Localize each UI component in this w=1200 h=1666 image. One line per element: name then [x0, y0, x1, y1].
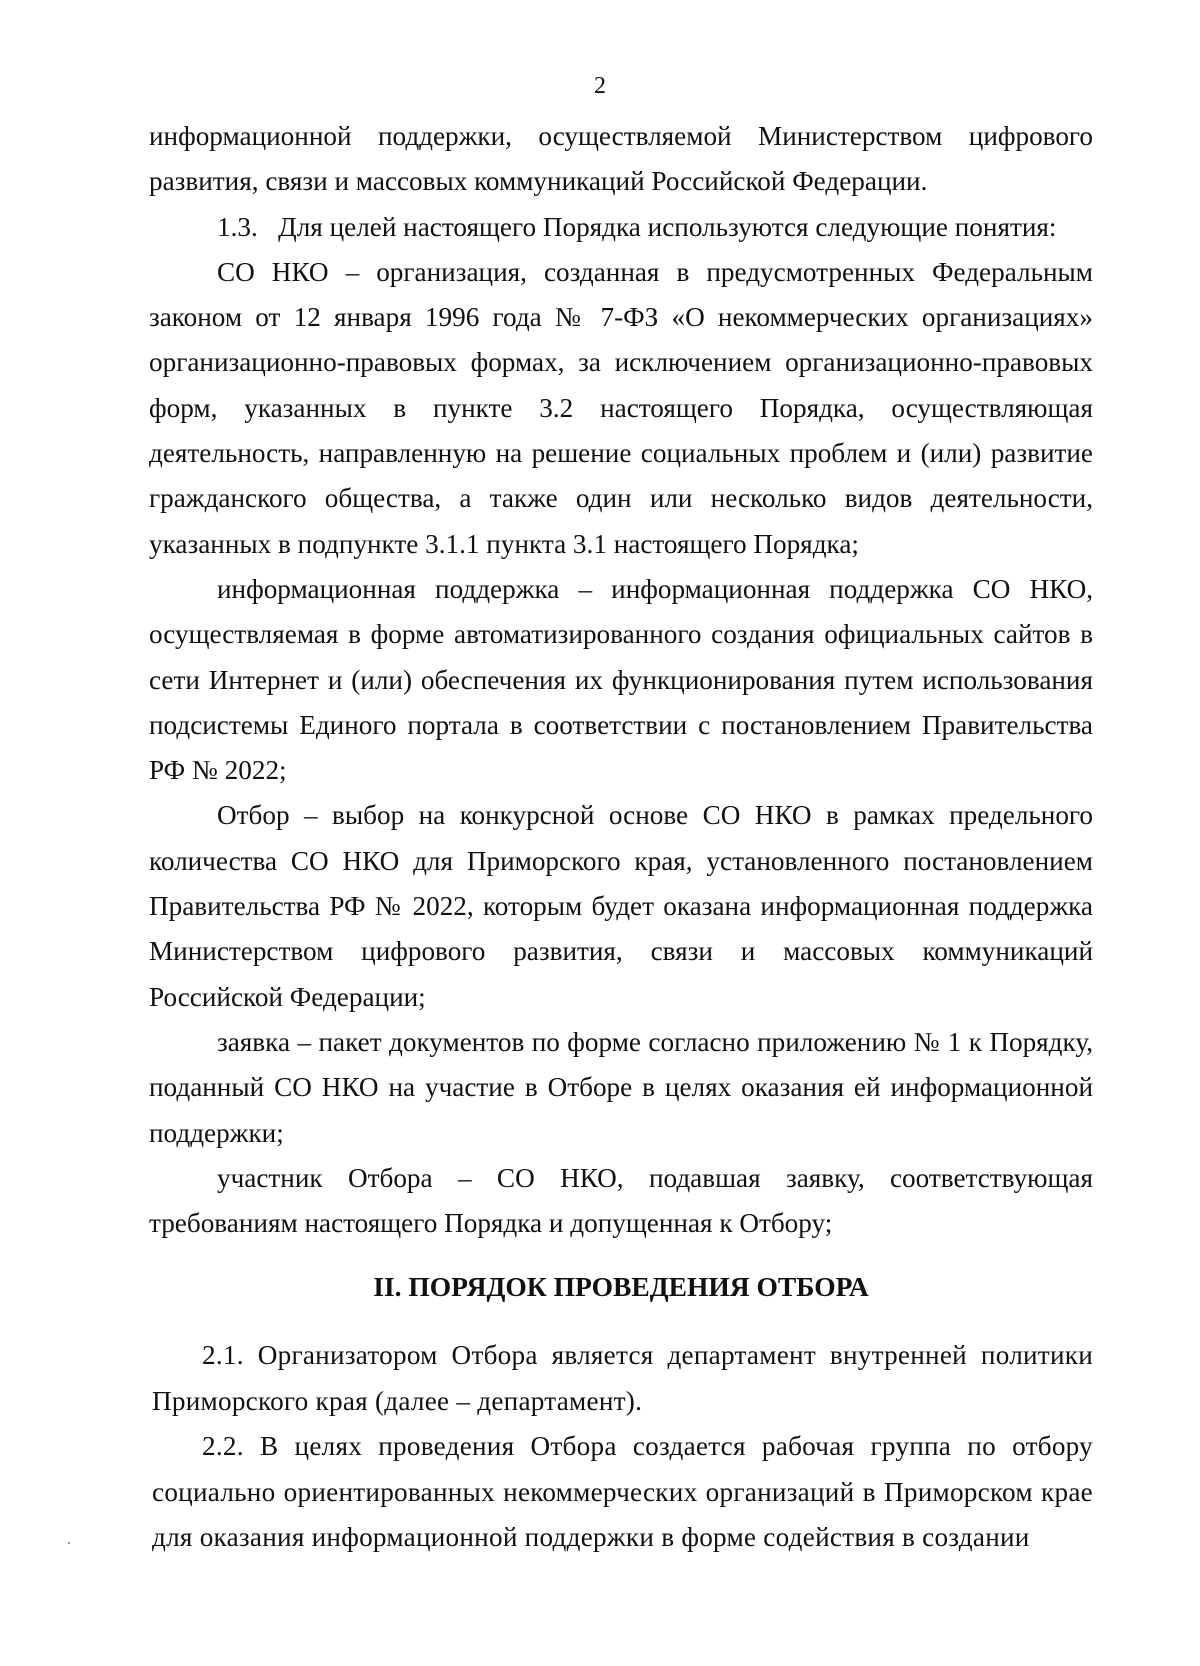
paragraph-definition-participant: участник Отбора – СО НКО, подавшая заявку, соответствующая требованиям настоящего Порядка и допущенная к Отбору; [149, 1162, 1093, 1239]
paragraph-2-2: 2.2. В целях проведения Отбора создается рабочая группа по отбору социально ориентированных некоммерческих организаций в Приморском крае для оказания информационной поддержки в форме содействия в создании [152, 1431, 1093, 1552]
section-heading: II. ПОРЯДОК ПРОВЕДЕНИЯ ОТБОРА [373, 1271, 869, 1302]
paragraph-definition-so-nko: СО НКО – организация, созданная в предусмотренных Федеральным законом от 12 января 1996 года № 7-ФЗ «О некоммерческих организациях» организационно-правовых формах, за исключением организационно-правовых форм, указанных в пункте 3.2 настоящего Порядка, осуществляющая деятельность, направленную на решение социальных проблем и (или) развитие гражданского общества, а также один или несколько видов деятельности, указанных в подпункте 3.1.1 пункта 3.1 настоящего Порядка; [149, 256, 1093, 559]
paragraph-1-3: 1.3. Для целей настоящего Порядка используются следующие понятия: [217, 211, 1057, 242]
paragraph-definition-otbor: Отбор – выбор на конкурсной основе СО НКО в рамках предельного количества СО НКО для Приморского края, установленного постановлением Правительства РФ № 2022, которым будет оказана информационная поддержка Министерством цифрового развития, связи и массовых коммуникаций Российской Федерации; [149, 800, 1093, 1012]
page-number: 2 [594, 73, 606, 99]
scan-speck [68, 1542, 70, 1544]
paragraph-definition-info-support: информационная поддержка – информационная поддержка СО НКО, осуществляемая в форме автоматизированного создания официальных сайтов в сети Интернет и (или) обеспечения их функционирования путем использования подсистемы Единого портала в соответствии с постановлением Правительства РФ № 2022; [149, 573, 1093, 786]
paragraph-2-1: 2.1. Организатором Отбора является департамент внутренней политики Приморского края (далее – департамент). [152, 1340, 1093, 1416]
section-body-text [152, 1333, 1093, 1561]
paragraph-definition-zayavka: заявка – пакет документов по форме согласно приложению № 1 к Порядку, поданный СО НКО на участие в Отборе в целях оказания ей информационной поддержки; [149, 1026, 1093, 1148]
body-text [149, 114, 1093, 1246]
paragraph-continuation: информационной поддержки, осуществляемой Министерством цифрового развития, связи и массовых коммуникаций Российской Федерации. [149, 121, 1093, 197]
